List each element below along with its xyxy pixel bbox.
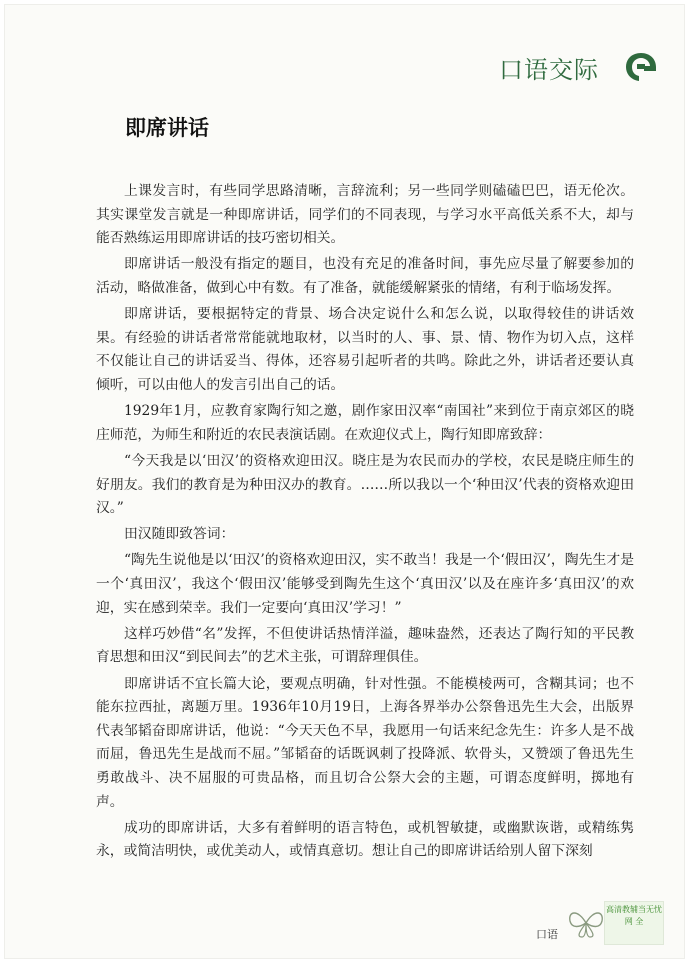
butterfly-watermark-icon — [564, 905, 608, 941]
paragraph: 这样巧妙借“名”发挥，不但使讲话热情洋溢，趣味盎然，还表达了陶行知的平民教育思想和田汉“到民间去”的艺术主张，可谓辞理俱佳。 — [96, 625, 634, 666]
paragraph: 成功的即席讲话，大多有着鲜明的语言特色，或机智敏捷，或幽默诙谐，或精练隽永，或简洁明快，或优美动人，或情真意切。想让自己的即席讲话给别人留下深刻 — [96, 819, 634, 860]
paragraph: 田汉随即致答词： — [124, 526, 235, 543]
body-text — [96, 180, 634, 867]
watermark-label: 高清教辅当无忧网 全 — [604, 901, 664, 945]
paragraph: 即席讲话，要根据特定的背景、场合决定说什么和怎么说，以取得较佳的讲话效果。有经验的讲话者常常能就地取材，以当时的人、事、景、情、物作为切入点，这样不仅能让自己的讲话妥当、得体，还容易引起听者的共鸣。除此之外，讲话者还要认真倾听，可以由他人的发言引出自己的话。 — [96, 306, 634, 393]
section-title: 即席讲话 — [125, 115, 209, 140]
paragraph: 上课发言时，有些同学思路清晰，言辞流利；另一些同学则磕磕巴巴，语无伦次。其实课堂发言就是一种即席讲话，同学们的不同表现，与学习水平高低关系不大，却与能否熟练运用即席讲话的技巧密切相关。 — [96, 183, 634, 247]
speech-bubble-icon — [624, 51, 658, 83]
page-header-title: 口语交际 — [499, 56, 599, 84]
page-footer: 口语 — [536, 928, 558, 941]
paragraph: 即席讲话一般没有指定的题目，也没有充足的准备时间，事先应尽量了解要参加的活动，略做准备，做到心中有数。有了准备，就能缓解紧张的情绪，有利于临场发挥。 — [96, 256, 634, 296]
quote-paragraph: “陶先生说他是以‘田汉’的资格欢迎田汉，实不敢当！我是一个‘假田汉’，陶先生才是一个‘真田汉’，我这个‘假田汉’能够受到陶先生这个‘真田汉’以及在座许多‘真田汉’的欢迎，实在感到荣幸。我们一定要向‘真田汉’学习！” — [96, 552, 634, 616]
quote-paragraph: “今天我是以‘田汉’的资格欢迎田汉。晓庄是为农民而办的学校，农民是晓庄师生的好朋友。我们的教育是为种田汉办的教育。……所以我以一个‘种田汉’代表的资格欢迎田汉。” — [96, 452, 634, 517]
textbook-page — [4, 4, 685, 959]
watermark — [564, 897, 674, 953]
paragraph: 1929年1月，应教育家陶行知之邀，剧作家田汉率“南国社”来到位于南京郊区的晓庄师范，为师生和附近的农民表演话剧。在欢迎仪式上，陶行知即席致辞： — [96, 403, 634, 443]
paragraph: 即席讲话不宜长篇大论，要观点明确，针对性强。不能模棱两可，含糊其词；也不能东拉西扯，离题万里。1936年10月19日，上海各界举办公祭鲁迅先生大会，出版界代表邹韬奋即席讲话，他说：“今天天色不早，我愿用一句话来纪念先生：许多人是不战而屈，鲁迅先生是战而不屈。”邹韬奋的话既讽刺了投降派、软骨头，又赞颂了鲁迅先生勇敢战斗、决不屈服的可贵品格，而且切合公祭大会的主题，可谓态度鲜明，掷地有声。 — [96, 675, 634, 810]
